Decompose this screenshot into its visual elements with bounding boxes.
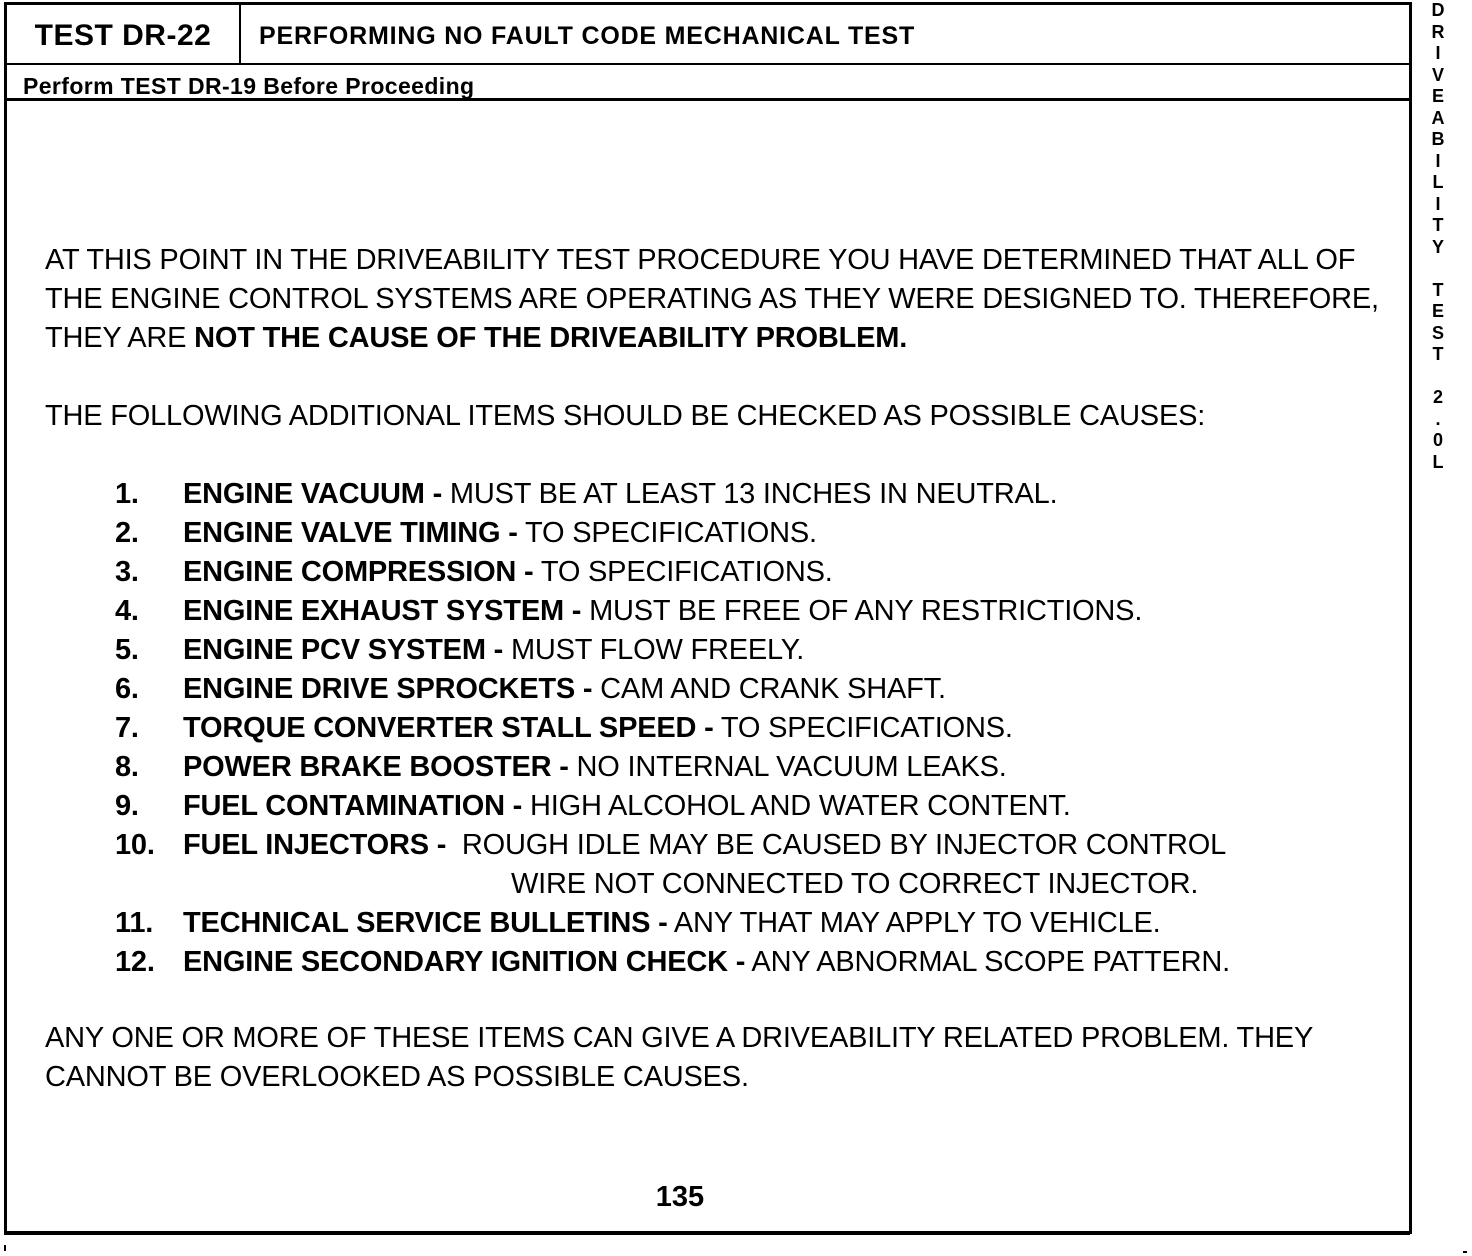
- header-row: [7, 5, 1409, 65]
- item-number: 4.: [115, 595, 139, 627]
- item-name: ENGINE SECONDARY IGNITION CHECK -: [183, 946, 746, 978]
- item-number: 2.: [115, 517, 139, 549]
- item-name: ENGINE DRIVE SPROCKETS -: [183, 673, 593, 705]
- intro-emphasis: NOT THE CAUSE OF THE DRIVEABILITY PROBLEM.: [194, 322, 908, 354]
- item-detail: ANY THAT MAY APPLY TO VEHICLE.: [667, 907, 1161, 939]
- side-tab-letter: E: [1431, 86, 1444, 106]
- item-number: 8.: [115, 751, 139, 783]
- list-item: [115, 592, 1405, 631]
- list-item: [115, 787, 1405, 826]
- side-tab-letter: E: [1431, 301, 1444, 321]
- item-name: ENGINE EXHAUST SYSTEM -: [183, 595, 582, 627]
- side-tab-gap: [1422, 258, 1454, 280]
- list-item: [115, 748, 1405, 787]
- item-number: 5.: [115, 634, 139, 666]
- item-name: TORQUE CONVERTER STALL SPEED -: [183, 712, 714, 744]
- item-number: 11.: [115, 907, 154, 939]
- side-tab-letter: T: [1432, 279, 1444, 300]
- item-number: 3.: [115, 556, 139, 588]
- bottom-rule: [4, 1232, 1410, 1235]
- closing-paragraph: ANY ONE OR MORE OF THESE ITEMS CAN GIVE A DRIVEABILITY RELATED PROBLEM. THEY CANNOT BE OVERLOOKED AS POSSIBLE CAUSES.: [45, 1022, 1313, 1093]
- side-tab-letter: S: [1431, 322, 1444, 343]
- checklist: [115, 475, 1405, 982]
- list-item: [115, 514, 1405, 553]
- side-tab-letter: .: [1435, 408, 1441, 429]
- item-detail: MUST BE AT LEAST 13 INCHES IN NEUTRAL.: [442, 478, 1058, 510]
- side-tab-letter: T: [1432, 215, 1444, 235]
- item-detail: HIGH ALCOHOL AND WATER CONTENT.: [522, 790, 1071, 822]
- item-name: ENGINE VALVE TIMING -: [183, 517, 518, 549]
- list-item: [115, 553, 1405, 592]
- item-number: 12.: [115, 946, 155, 978]
- list-item: [115, 709, 1405, 748]
- page-number: 135: [655, 1181, 705, 1213]
- item-name: ENGINE COMPRESSION -: [183, 556, 534, 588]
- item-name: ENGINE PCV SYSTEM -: [183, 634, 504, 666]
- test-title: PERFORMING NO FAULT CODE MECHANICAL TEST: [259, 22, 916, 50]
- item-detail: MUST FLOW FREELY.: [503, 634, 805, 666]
- side-tab-letter: B: [1431, 129, 1445, 149]
- side-tab-letter: Y: [1431, 236, 1444, 257]
- list-item: [115, 904, 1405, 943]
- side-tab-gap: [1422, 366, 1454, 388]
- list-item: [115, 943, 1405, 982]
- item-detail: ANY ABNORMAL SCOPE PATTERN.: [745, 946, 1231, 978]
- side-tab-letter: L: [1432, 451, 1444, 472]
- test-id: TEST DR-22: [7, 5, 241, 63]
- intro-text: AT THIS POINT IN THE DRIVEABILITY TEST PROCEDURE YOU HAVE DETERMINED THAT ALL OF THE ENGINE CONTROL SYSTEMS ARE OPERATING AS THEY WERE DESIGNED TO. THEREFORE, THEY ARE: [45, 244, 1379, 354]
- item-detail: TO SPECIFICATIONS.: [533, 556, 833, 588]
- item-detail: ROUGH IDLE MAY BE CAUSED BY INJECTOR CONTROL: [446, 829, 1227, 861]
- item-detail: NO INTERNAL VACUUM LEAKS.: [568, 751, 1007, 783]
- list-item: [115, 826, 1405, 904]
- page-frame: [4, 2, 1412, 1234]
- side-tab-letter: L: [1432, 172, 1444, 192]
- scan-mark-right: [1463, 1251, 1467, 1253]
- side-tab-letter: I: [1435, 193, 1441, 214]
- item-name: POWER BRAKE BOOSTER -: [183, 751, 569, 783]
- item-detail: CAM AND CRANK SHAFT.: [592, 673, 946, 705]
- list-item: [115, 631, 1405, 670]
- item-detail: MUST BE FREE OF ANY RESTRICTIONS.: [581, 595, 1143, 627]
- checklist-intro: THE FOLLOWING ADDITIONAL ITEMS SHOULD BE CHECKED AS POSSIBLE CAUSES:: [45, 400, 1206, 432]
- item-number: 7.: [115, 712, 139, 744]
- item-number: 10.: [115, 829, 155, 861]
- item-number: 6.: [115, 673, 139, 705]
- item-name: TECHNICAL SERVICE BULLETINS -: [183, 907, 668, 939]
- list-item: [115, 475, 1405, 514]
- item-name: ENGINE VACUUM -: [183, 478, 443, 510]
- item-name: FUEL CONTAMINATION -: [183, 790, 523, 822]
- item-number: 9.: [115, 790, 139, 822]
- side-tab-letter: I: [1435, 150, 1441, 171]
- side-tab-letter: I: [1435, 43, 1441, 63]
- list-item: [115, 670, 1405, 709]
- item-detail: TO SPECIFICATIONS.: [517, 517, 817, 549]
- side-tab-letter: V: [1431, 64, 1444, 85]
- side-tab-letter: 2: [1432, 387, 1443, 407]
- item-detail-continued: WIRE NOT CONNECTED TO CORRECT INJECTOR.: [511, 868, 1199, 900]
- prerequisite-note: Perform TEST DR-19 Before Proceeding: [7, 65, 1409, 101]
- item-detail: TO SPECIFICATIONS.: [713, 712, 1013, 744]
- item-name: FUEL INJECTORS -: [183, 829, 447, 861]
- item-number: 1.: [115, 478, 139, 510]
- side-tab-letter: T: [1432, 344, 1444, 364]
- intro-paragraph: [45, 241, 1415, 358]
- side-tab-letter: R: [1431, 21, 1445, 42]
- side-tab-letter: A: [1431, 107, 1445, 128]
- side-tab: [1422, 0, 1454, 473]
- scan-mark-left: [4, 1245, 6, 1251]
- side-tab-letter: D: [1431, 0, 1445, 20]
- side-tab-letter: 0: [1432, 430, 1443, 450]
